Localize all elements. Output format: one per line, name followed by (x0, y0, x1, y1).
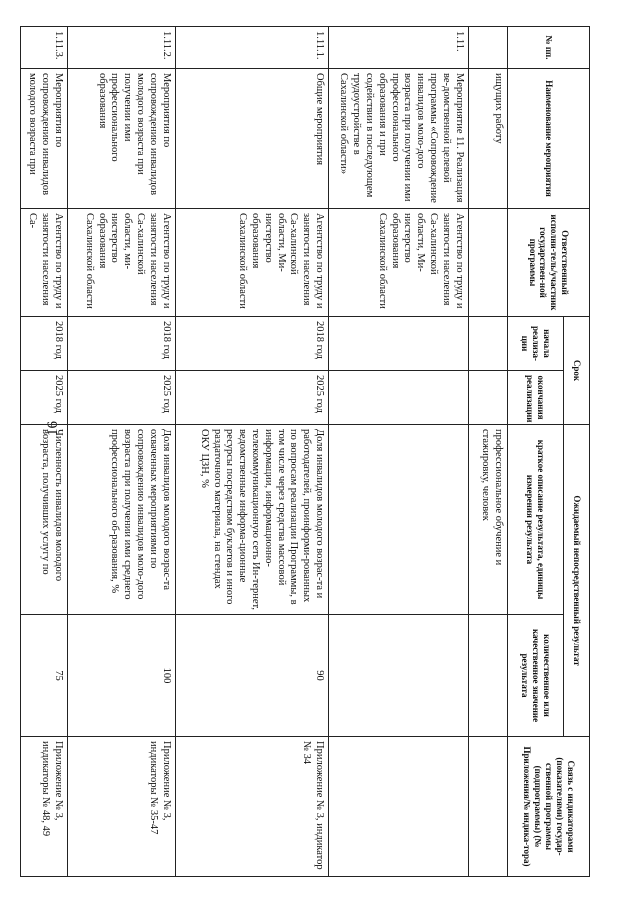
header-name: Наименование мероприятия (508, 69, 590, 209)
row-end (328, 371, 468, 425)
row-desc: Доля инвалидов молодого возрас-та и работодателей, проинформи-рованных по вопросам реализации Программы, в том числе через средства массовой информации, информационно-телекоммуникационную сеть Ин-тернет, ведомственные информа-ционные ресурсы посредством буклетов и иного раздаточного материала, на стендах ОКУ ЦЗН, % (175, 425, 328, 615)
row-value: 90 (175, 615, 328, 737)
header-term-end: окончания реализации (508, 371, 564, 425)
row-value: 100 (68, 615, 176, 737)
row-num: 1.11.1. (175, 27, 328, 69)
row-value: 75 (21, 615, 68, 737)
row-responsible: Агентство по труду и занятости населения Са- (21, 209, 68, 317)
header-result-desc: краткое описание результата, единицы измерения результата (508, 425, 564, 615)
row-name: Мероприятия по сопровождению инвалидов молодого возраста при получении ими профессионального образования (68, 69, 176, 209)
row-link: Приложение № 3, индикатор № 34 (175, 737, 328, 877)
row-desc: профессиональное обучение и стажировку, человек (468, 425, 507, 615)
row-value (468, 615, 507, 737)
table-row (21, 27, 68, 877)
header-result-value: количественное или качественное значение результата (508, 615, 564, 737)
row-end: 2025 год (68, 371, 176, 425)
header-term: Срок (564, 317, 590, 425)
header-term-start: начала реализа-ции (508, 317, 564, 371)
row-desc: Доля инвалидов молодого возрас-та охваченных мероприятиями по сопровождению инвалидов моло-дого возраста при получении ими среднего профессионального об-разования, % (68, 425, 176, 615)
row-name: Мероприятия по сопровождению инвалидов молодого возраста при (21, 69, 68, 209)
row-name: Мероприятие 11. Реализация ве-домственной целевой программы «Сопровождение инвалидов моло-дого возраста при получении ими профессионального образования и при содействии в последующем трудоустройстве в Сахалинской области» (328, 69, 468, 209)
row-start: 2018 год (68, 317, 176, 371)
row-responsible: Агентство по труду и занятости населения Са-халинской области, Ми-нистерство образования Сахалинской области (328, 209, 468, 317)
header-result: Ожидаемый непосредственный результат (564, 425, 590, 737)
row-num: 1.11.3. (21, 27, 68, 69)
header-link: Связь с индикаторами (показателями) государ-ственной программы (подпрограммы) (№ Приложения/№ индика-тора) (508, 737, 590, 877)
row-end (468, 371, 507, 425)
row-start (468, 317, 507, 371)
row-responsible: Агентство по труду и занятости населения Са-халинской области, Ми-нистерство образования Сахалинской области (175, 209, 328, 317)
row-name: Общие мероприятия (175, 69, 328, 209)
table-row (68, 27, 176, 877)
row-link (328, 737, 468, 877)
table-row (468, 27, 507, 877)
row-start (328, 317, 468, 371)
document-table-wrapper (20, 26, 590, 876)
table-row (175, 27, 328, 877)
row-link: Приложение № 3, индикаторы № 35-47 (68, 737, 176, 877)
row-value (328, 615, 468, 737)
row-responsible (468, 209, 507, 317)
row-num (468, 27, 507, 69)
header-num: № пп. (508, 27, 590, 69)
row-start: 2018 год (21, 317, 68, 371)
row-responsible: Агентство по труду и занятости населения Са-халинской области, ми-нистерство образования Сахалинской области (68, 209, 176, 317)
row-start: 2018 год (175, 317, 328, 371)
row-num: 1.11. (328, 27, 468, 69)
page-number: 16 (45, 421, 61, 436)
row-link: Приложение № 3, индикаторы № 48, 49 (21, 737, 68, 877)
measures-table (20, 26, 590, 877)
row-desc: Численность инвалидов молодого возраста, получивших услугу по (21, 425, 68, 615)
row-desc (328, 425, 468, 615)
row-name: ищущих работу (468, 69, 507, 209)
row-num: 1.11.2. (68, 27, 176, 69)
row-end: 2025 год (175, 371, 328, 425)
header-responsible: Ответственный исполни-тель/участник государствен-ной программы (508, 209, 590, 317)
row-end: 2025 год (21, 371, 68, 425)
table-row (328, 27, 468, 877)
row-link (468, 737, 507, 877)
